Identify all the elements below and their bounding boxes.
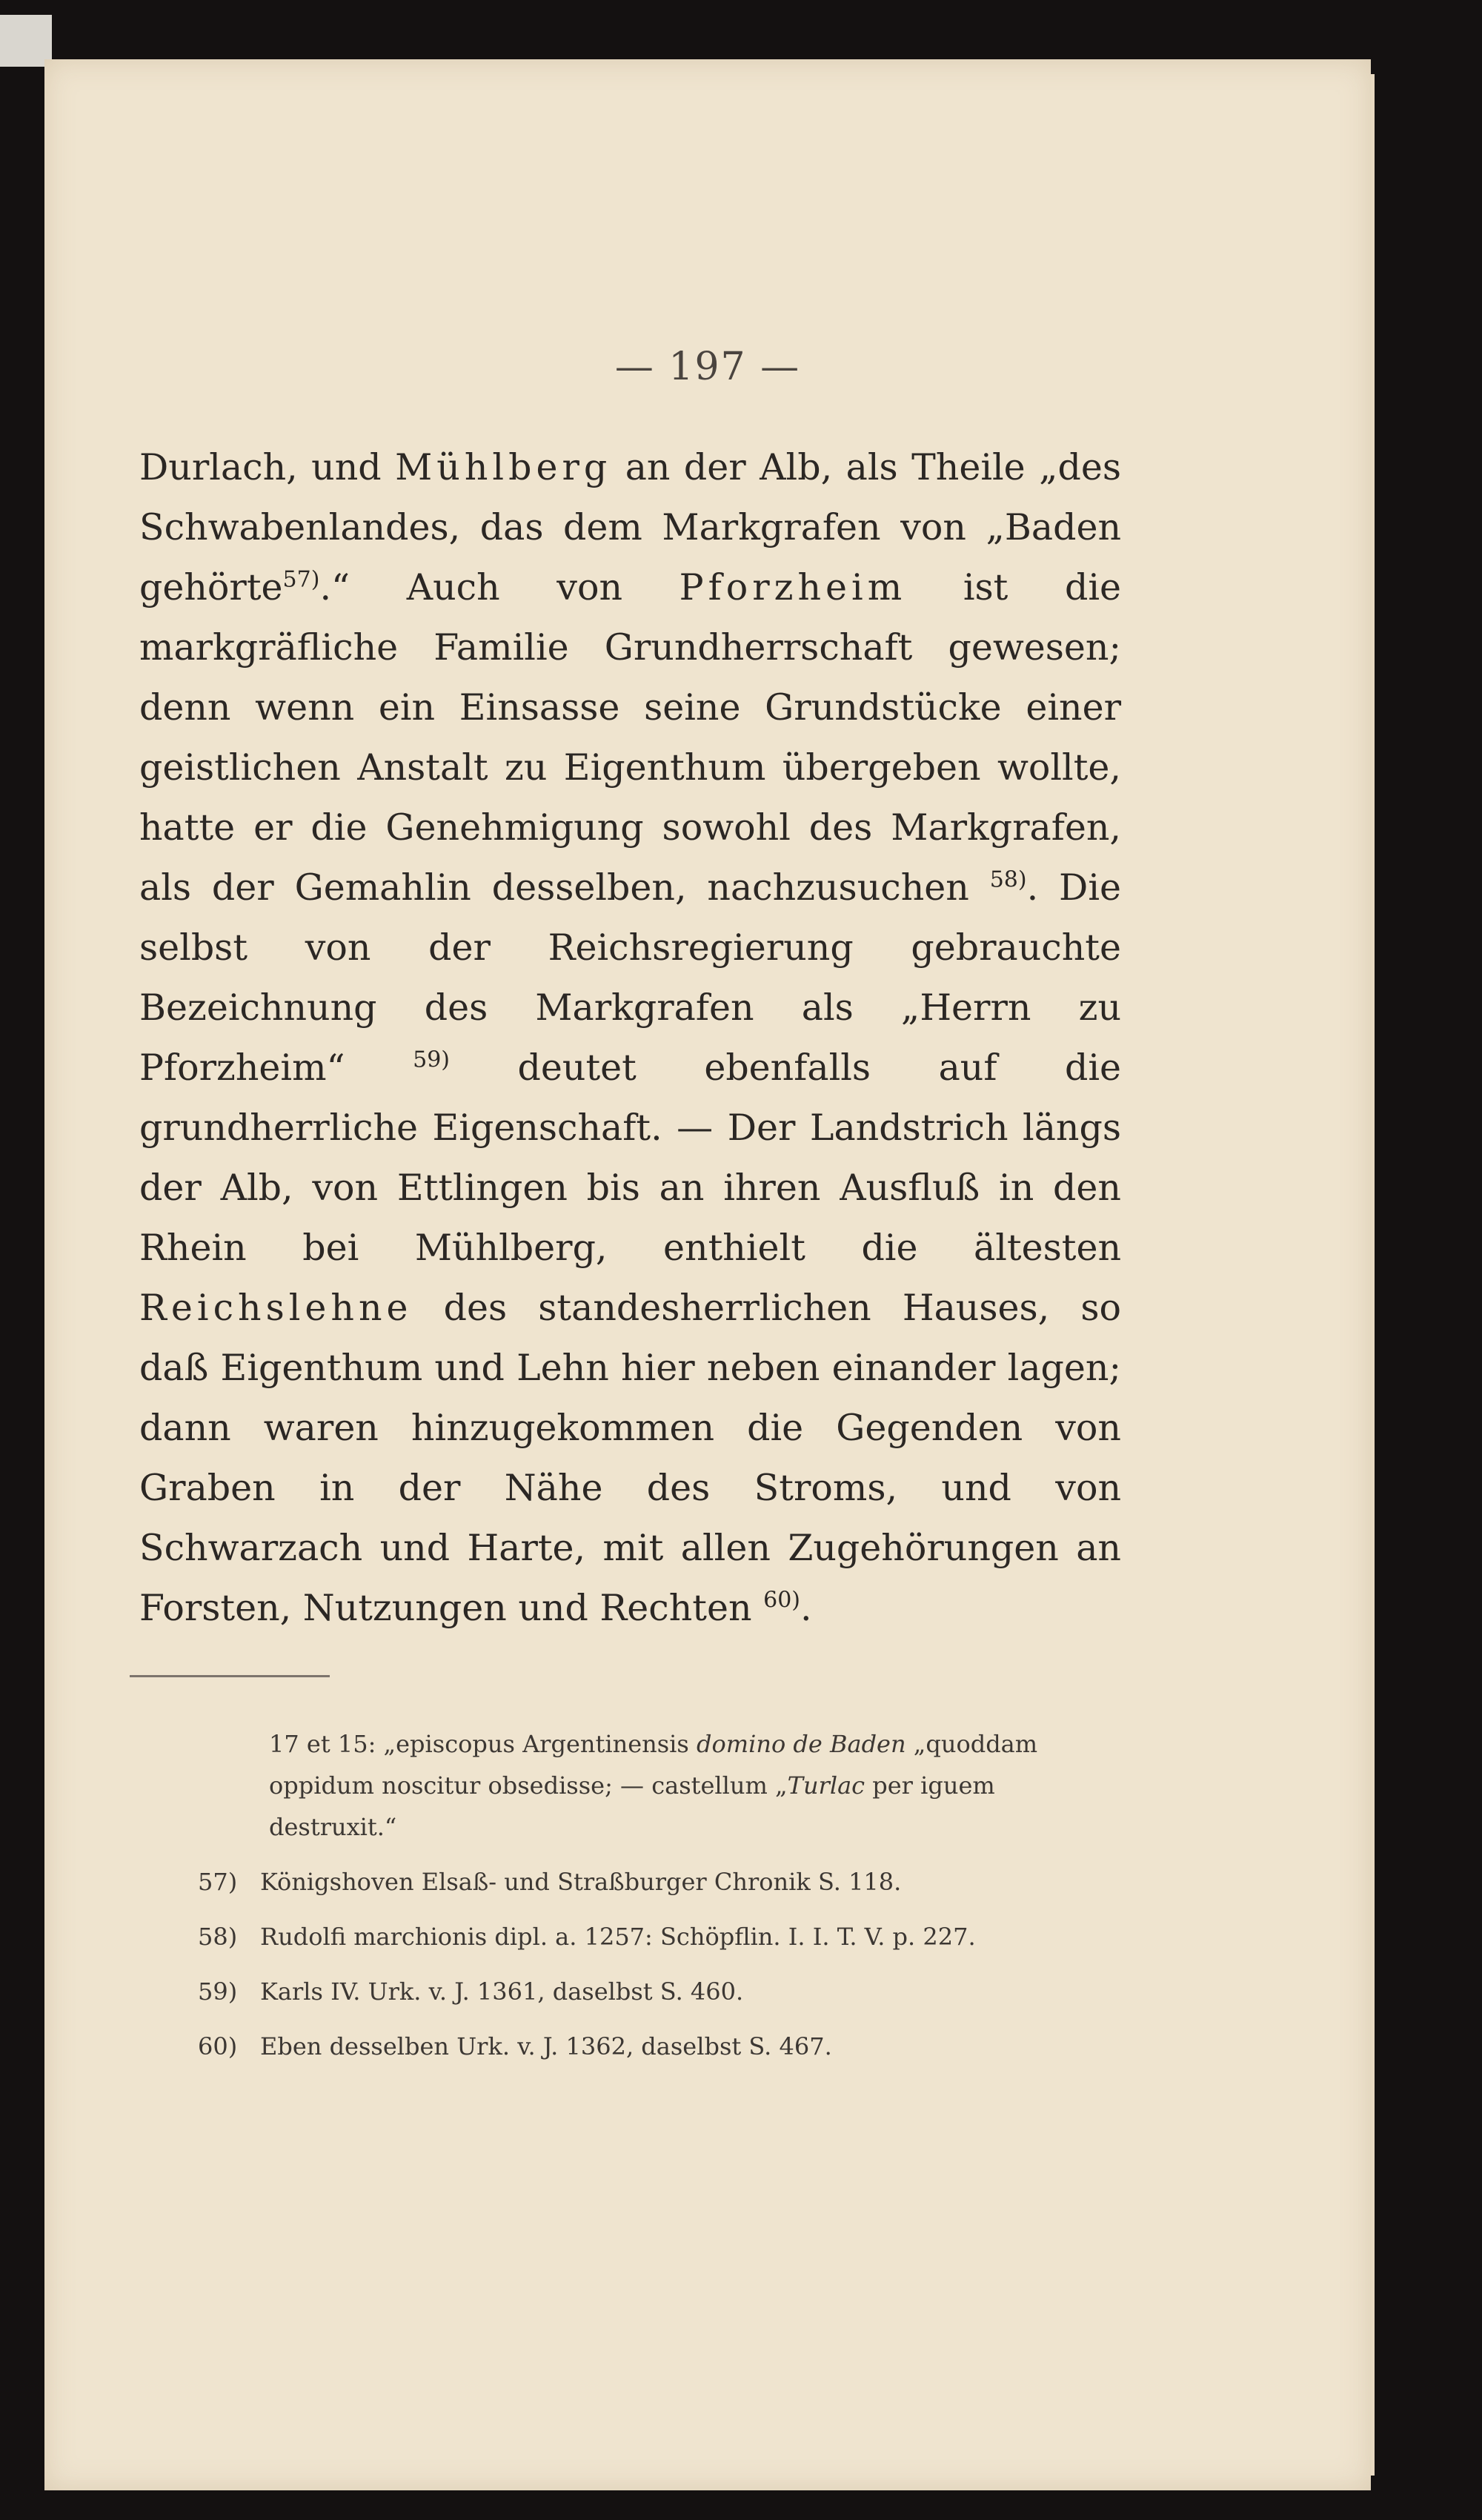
footnote-text: Karls IV. Urk. v. J. 1361, daselbst S. 460. [260,1977,744,2006]
footnote-item [159,1971,1123,2012]
footnote-italic-text: Turlac [787,1771,865,1800]
emphasized-place-name: Pforzheim [679,566,907,609]
footnotes [159,1723,1123,2080]
footnote-text: „quoddam oppidum noscitur obsedisse; — castellum „ [269,1730,1038,1800]
body-text-run: . Die selbst von der Reichsregierung gebrauchte Bezeichnung des Markgrafen als „Herrn zu Pforzheim“ [139,866,1121,1089]
page-number-header: — 197 — [614,345,801,389]
body-text-run: Durlach, und [139,446,382,488]
footnote-item [159,2026,1123,2067]
footnote-separator [130,1675,330,1677]
body-text-run: des standesherrlichen Hauses, so daß Eigenthum und Lehn hier neben einander lagen; dann waren hinzugekommen die Gegenden von Graben in der Nähe des Stroms, und von Schwarzach und Harte, mit allen Zugehörungen an Forsten, Nutzungen und Rechten [139,1287,1121,1629]
emphasized-term: Reichslehne [139,1287,413,1329]
footnote-text: Königshoven Elsaß- und Straßburger Chronik S. 118. [260,1868,902,1896]
footnote-number: 59) [198,1977,238,2006]
body-text-run: .“ Auch von [319,566,623,609]
footnote-reference: 57) [282,566,320,593]
body-text-run: an der Alb, als Theile „des Schwabenlandes, das dem Markgrafen von „Baden gehörte [139,446,1122,609]
footnote-number: 60) [198,2032,238,2060]
body-text-run: . [800,1587,812,1629]
footnote-number: 58) [198,1923,238,1951]
footnote-text: per iguem destruxit.“ [269,1771,995,1841]
footnote-reference: 60) [763,1587,801,1614]
footnote-item [159,1861,1123,1903]
footnote-text: Rudolfi marchionis dipl. a. 1257: Schöpflin. I. I. T. V. p. 227. [260,1923,976,1951]
footnote-number: 57) [198,1868,238,1896]
body-text-run: deutet ebenfalls auf die grundherrliche Eigenschaft. — Der Landstrich längs der Alb, von Ettlingen bis an ihren Ausfluß in den Rhein bei Mühlberg, enthielt die ältesten [139,1047,1122,1269]
emphasized-place-name: Mühlberg [395,446,612,488]
footnote-text: Eben desselben Urk. v. J. 1362, daselbst S. 467. [260,2032,832,2060]
footnote-text: 17 et 15: „episcopus Argentinensis [269,1730,689,1758]
main-paragraph [139,437,1121,1638]
book-page [44,59,1371,2490]
footnote-italic-text: domino de Baden [697,1730,906,1758]
footnote-continuation [269,1723,1121,1848]
footnote-reference: 59) [413,1047,450,1073]
footnote-item [159,1916,1123,1957]
footnote-reference: 58) [989,866,1027,893]
body-text-run: ist die markgräfliche Familie Grundherrschaft gewesen; denn wenn ein Einsasse seine Grundstücke einer geistlichen Anstalt zu Eigenthum übergeben wollte, hatte er die Genehmigung sowohl des Markgrafen, als der Gemahlin desselben, nachzusuchen [139,566,1122,909]
